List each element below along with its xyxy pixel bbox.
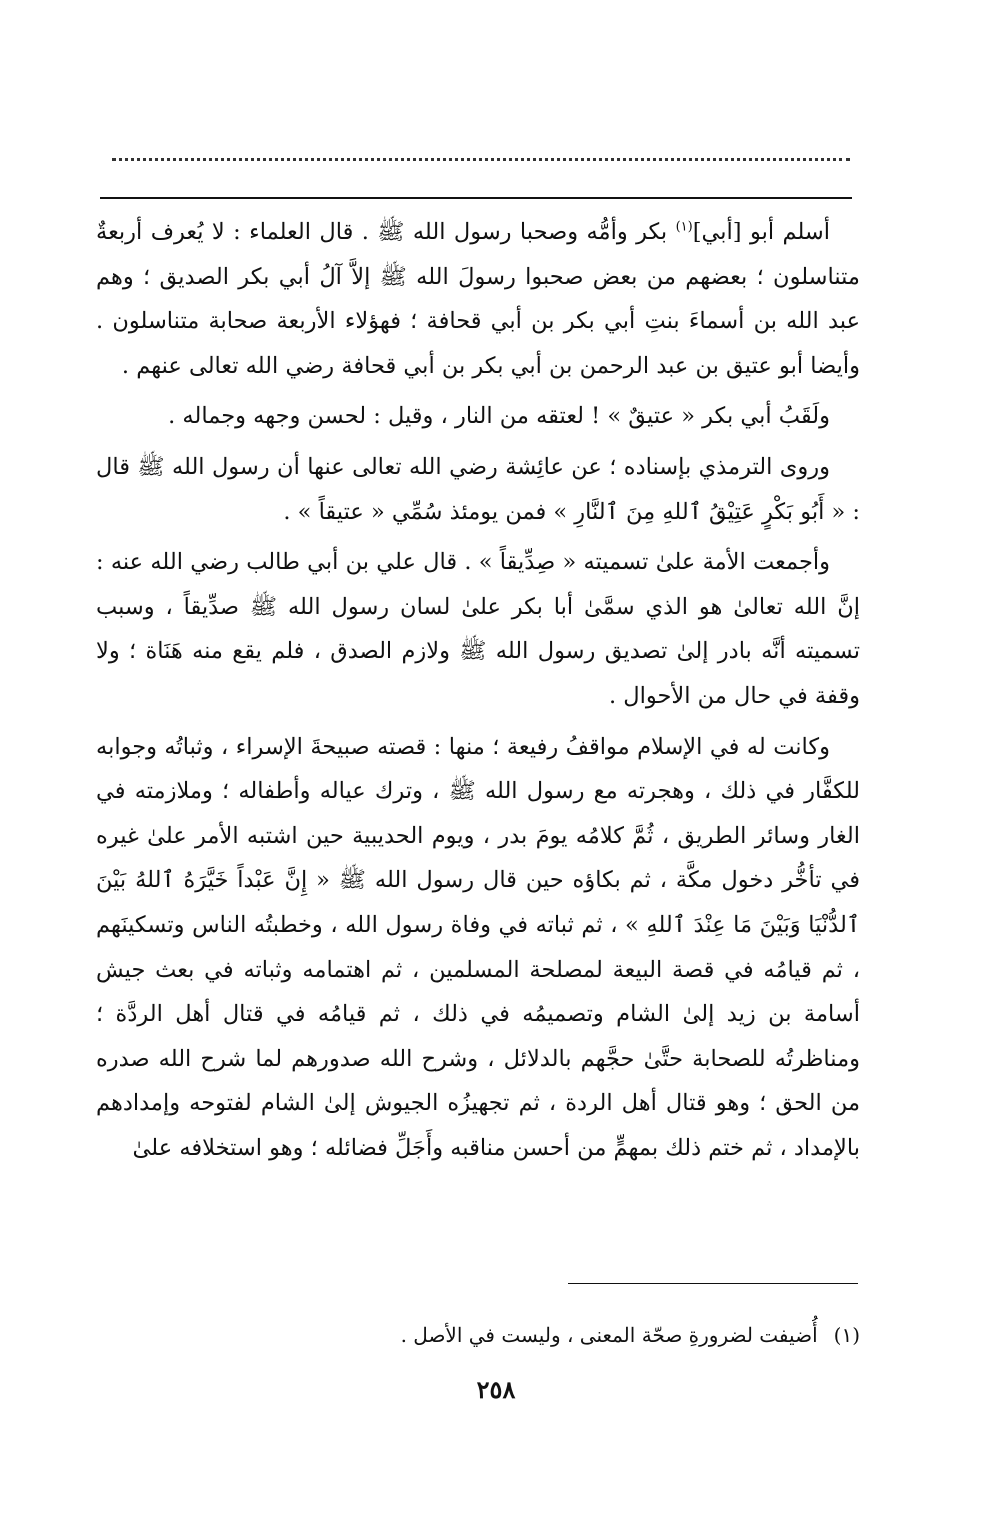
header-dotted-rule [112, 158, 850, 161]
paragraph-2: ولَقَبُ أبي بكر « عتيقٌ » ! لعتقه من النار ، وقيل : لحسن وجهه وجماله . [168, 403, 830, 430]
paragraph-1-opening: أسلم أبو [أبي] [692, 219, 831, 245]
footnote [300, 1320, 860, 1350]
page-number: ٢٥٨ [476, 1375, 516, 1404]
paragraph-3: وروى الترمذي بإسناده ؛ عن عائِشة رضي الله تعالى عنها أن رسول الله ﷺ قال : « أَبُو بَكْرٍ عَتِيْقُ ٱللهِ مِنَ ٱلنَّارِ » فمن يومئذ سُمِّي « عتيقاً » . [96, 453, 860, 525]
paragraph-1 [96, 210, 860, 388]
body-text [96, 210, 860, 1170]
paragraph-1-body: بكر وأمُّه وصحبا رسول الله ﷺ . قال العلماء : لا يُعرف أربعةٌ متناسلون ؛ بعضهم من بعض صحبوا رسولَ الله ﷺ إلاَّ آلُ أبي بكر الصديق ؛ وهم عبد الله بن أسماءَ بنتِ أبي بكر بن أبي قحافة ؛ فهؤلاء الأربعة صحابة متناسلون . وأيضا أبو عتيق بن عبد الرحمن بن أبي بكر بن أبي قحافة رضي الله تعالى عنهم . [96, 219, 860, 379]
paragraph-4: وأجمعت الأمة علىٰ تسميته « صِدِّيقاً » . قال علي بن أبي طالب رضي الله عنه : إنَّ الله تعالىٰ هو الذي سمَّىٰ أبا بكر علىٰ لسان رسول الله ﷺ صدِّيقاً ، وسبب تسميته أنَّه بادر إلىٰ تصديق رسول الله ﷺ ولازم الصدق ، فلم يقع منه هَنَاة ؛ ولا وقفة في حال من الأحوال . [96, 549, 860, 709]
paragraph-5: وكانت له في الإسلام مواقفُ رفيعة ؛ منها : قصته صبيحةَ الإسراء ، وثباتُه وجوابه للكفَّار في ذلك ، وهجرته مع رسول الله ﷺ ، وترك عياله وأطفاله ؛ وملازمته في الغار وسائر الطريق ، ثُمَّ كلامُه يومَ بدر ، ويوم الحديبية حين اشتبه الأمر علىٰ غيره في تأخُّر دخول مكَّة ، ثم بكاؤه حين قال رسول الله ﷺ « إِنَّ عَبْداً خَيَّرَهُ ٱللهُ بَيْنَ ٱلدُّنْيَا وَبَيْنَ مَا عِنْدَ ٱللهِ » ، ثم ثباته في وفاة رسول الله ، وخطبتُه الناس وتسكينَهم ، ثم قيامُه في قصة البيعة لمصلحة المسلمين ، ثم اهتمامه وثباته في بعث جيش أسامة بن زيد إلىٰ الشام وتصميمُه في ذلك ، ثم قيامُه في قتال أهل الردَّة ؛ ومناظرتُه للصحابة حتَّىٰ حجَّهم بالدلائل ، وشرح الله صدورهم لما شرح الله صدره من الحق ؛ وهو قتال أهل الردة ، ثم تجهيزُه الجيوش إلىٰ الشام لفتوحه وإمدادهم بالإمداد ، ثم ختم ذلك بمهمٍّ من أحسن مناقبه وأَجَلِّ فضائله ؛ وهو استخلافه علىٰ [96, 733, 860, 1161]
footnote-separator [568, 1283, 858, 1284]
footnote-number: (١) [833, 1323, 860, 1347]
footnote-text: أُضيفت لضرورةِ صحّة المعنى ، وليست في الأصل . [400, 1323, 818, 1347]
footnote-reference[interactable]: (١) [675, 219, 693, 235]
header-solid-rule [100, 197, 852, 199]
